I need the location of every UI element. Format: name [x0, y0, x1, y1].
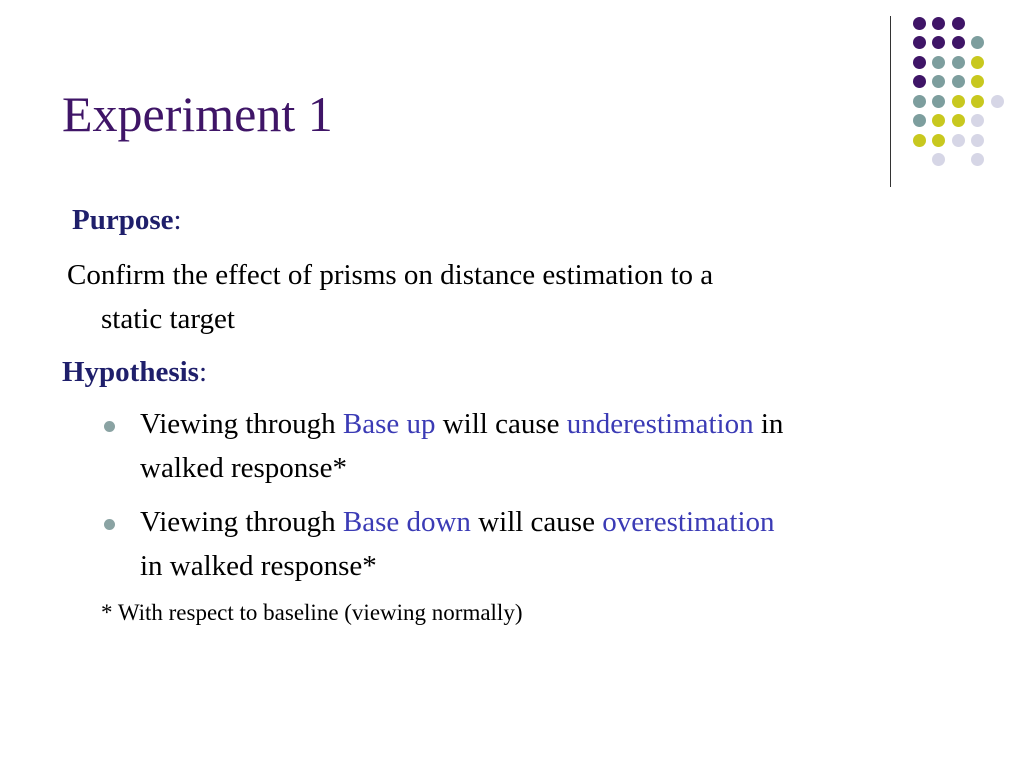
decorative-dot: [913, 134, 926, 147]
hypothesis-colon: :: [198, 356, 208, 388]
decorative-dot: [913, 95, 926, 108]
decorative-dot: [971, 36, 984, 49]
decorative-dot: [971, 95, 984, 108]
decorative-dot: [913, 36, 926, 49]
decorative-dot: [952, 36, 965, 49]
hypothesis-bullet-1-line2: walked response*: [140, 452, 347, 484]
bullet1-text-c: in: [753, 408, 784, 440]
bullet1-text-a: Viewing through: [140, 408, 343, 440]
decorative-dot: [932, 114, 945, 127]
purpose-heading-label: Purpose: [72, 204, 174, 236]
decorative-dot: [932, 153, 945, 166]
bullet1-highlight-base-up: Base up: [342, 408, 436, 440]
decorative-dot: [932, 56, 945, 69]
hypothesis-bullet-2-line2: in walked response*: [140, 550, 377, 582]
slide-title: Experiment 1: [62, 86, 333, 142]
hypothesis-heading: [62, 355, 207, 390]
decorative-dot: [932, 36, 945, 49]
decorative-dot: [932, 17, 945, 30]
decorative-dot: [991, 95, 1004, 108]
decorative-dot: [952, 114, 965, 127]
decorative-dot: [932, 75, 945, 88]
decorative-dot: [913, 56, 926, 69]
hypothesis-bullet-1-line1: [140, 407, 783, 442]
decorative-dot: [952, 17, 965, 30]
footnote: * With respect to baseline (viewing normally): [101, 600, 523, 625]
decorative-dot: [913, 114, 926, 127]
decorative-dot: [952, 95, 965, 108]
decorative-dot: [913, 17, 926, 30]
decorative-dot: [932, 95, 945, 108]
decorative-dot: [932, 134, 945, 147]
title-divider-line: [890, 16, 891, 187]
bullet-dot-icon: [104, 519, 115, 530]
bullet1-text-b: will cause: [435, 408, 567, 440]
decorative-dot: [952, 134, 965, 147]
purpose-heading: [72, 203, 182, 238]
decorative-dot: [952, 75, 965, 88]
bullet2-text-a: Viewing through: [140, 506, 343, 538]
decorative-dot: [971, 114, 984, 127]
decorative-dot: [913, 75, 926, 88]
decorative-dot: [971, 56, 984, 69]
bullet1-highlight-underestimation: underestimation: [566, 408, 754, 440]
purpose-text-line2: static target: [101, 303, 235, 335]
purpose-text-line1: Confirm the effect of prisms on distance estimation to a: [67, 259, 714, 291]
decorative-dot: [952, 56, 965, 69]
bullet2-highlight-base-down: Base down: [342, 506, 471, 538]
hypothesis-heading-label: Hypothesis: [62, 356, 199, 388]
decorative-dot: [971, 75, 984, 88]
decorative-dot: [971, 153, 984, 166]
hypothesis-bullet-2-line1: [140, 505, 775, 540]
bullet2-text-b: will cause: [470, 506, 603, 538]
bullet2-highlight-overestimation: overestimation: [602, 506, 775, 538]
bullet-dot-icon: [104, 421, 115, 432]
purpose-colon: :: [173, 204, 182, 236]
decorative-dot: [971, 134, 984, 147]
